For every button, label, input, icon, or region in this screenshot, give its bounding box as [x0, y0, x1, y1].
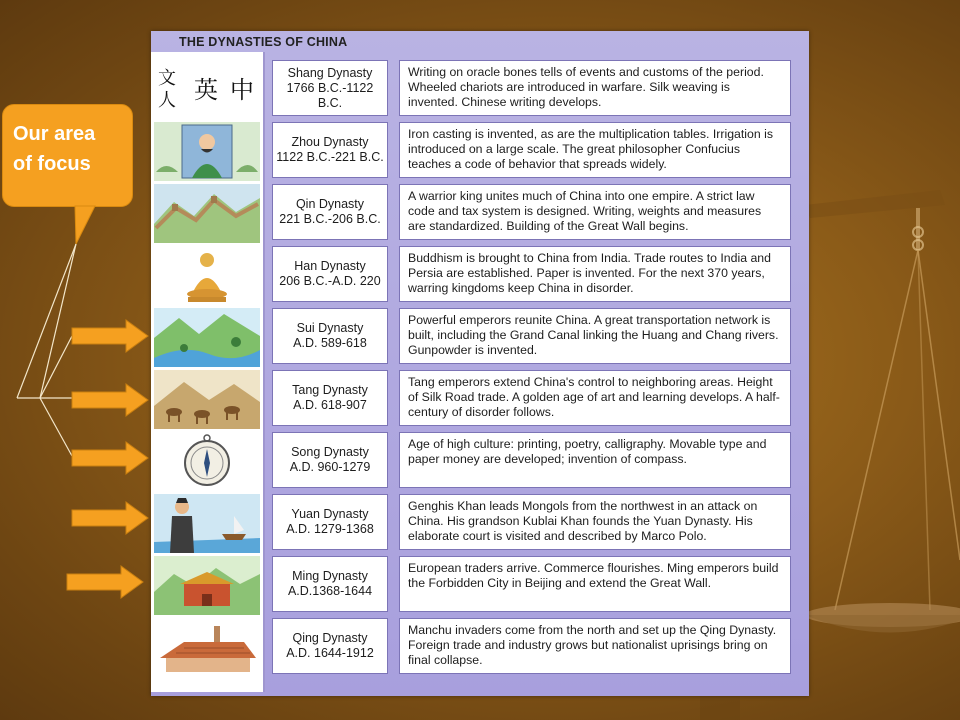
dynasty-name-qing: [272, 618, 388, 674]
great-wall-picture: [154, 184, 260, 243]
dynasty-description-shang: Writing on oracle bones tells of events and customs of the period. Wheeled chariots are introduced in warfare. Silk weaving is invented. Chinese writing develops.: [399, 60, 791, 116]
dynasty-name: Qin Dynasty: [295, 197, 365, 211]
dynasty-dates: A.D. 589-618: [293, 336, 367, 350]
callout-connector-lines: [0, 0, 160, 720]
dynasty-description-tang: Tang emperors extend China's control to neighboring areas. Height of Silk Road trade. A golden age of art and learning develops. A half-century of disorder follows.: [399, 370, 791, 426]
dynasty-dates: 1122 B.C.-221 B.C.: [276, 150, 384, 164]
arrow-to-tang: [70, 383, 150, 417]
dynasty-description-qing: Manchu invaders come from the north and set up the Qing Dynasty. Foreign trade and industry grows but nationalist uprisings bring on final collapse.: [399, 618, 791, 674]
character-ying: 英: [194, 76, 218, 104]
dynasties-chart-page: [151, 31, 809, 696]
dynasty-name: Shang Dynasty: [287, 65, 373, 80]
dynasty-name: Song Dynasty: [291, 445, 369, 459]
compass-picture: [154, 432, 260, 491]
philosopher-picture: [154, 122, 260, 181]
arrow-to-sui: [70, 319, 150, 353]
dynasty-dates: 221 B.C.-206 B.C.: [279, 212, 381, 226]
buddha-picture: [154, 246, 260, 305]
dynasty-dates: 1766 B.C.-1122 B.C.: [286, 80, 374, 110]
dynasty-name-song: [272, 432, 388, 488]
grand-canal-picture: [154, 308, 260, 367]
dynasty-description-song: Age of high culture: printing, poetry, calligraphy. Movable type and paper money are developed; invention of compass.: [399, 432, 791, 488]
dynasty-name-sui: [272, 308, 388, 364]
character-ren: 人: [158, 90, 176, 111]
dynasty-description-qin: A warrior king unites much of China into one empire. A strict law code and tax system is designed. Writing, weights and measures are standardized. Building of the Great Wall begins.: [399, 184, 791, 240]
forbidden-city-picture: [154, 556, 260, 615]
callout-line-2: of focus: [13, 153, 91, 175]
dynasty-name-yuan: [272, 494, 388, 550]
dynasty-name: Yuan Dynasty: [291, 507, 369, 521]
dynasty-name-ming: [272, 556, 388, 612]
dynasty-name-tang: [272, 370, 388, 426]
dynasty-description-han: Buddhism is brought to China from India. Trade routes to India and Persia are established. Paper is invented. For the next 370 years, warring kingdoms keep China in disorder.: [399, 246, 791, 302]
dynasty-name: Han Dynasty: [294, 259, 366, 273]
palace-roofs-picture: [154, 618, 260, 677]
character-wen: 文: [158, 68, 176, 89]
dynasty-description-zhou: Iron casting is invented, as are the multiplication tables. Irrigation is introduced on a large scale. The great philosopher Confucius teaches a code of behavior that spreads widely.: [399, 122, 791, 178]
dynasty-name-qin: [272, 184, 388, 240]
dynasty-description-yuan: Genghis Khan leads Mongols from the northwest in an attack on China. His grandson Kublai Khan founds the Yuan Dynasty. His elaborate court is visited and described by Marco Polo.: [399, 494, 791, 550]
dynasty-dates: A.D.1368-1644: [287, 584, 373, 598]
dynasty-dates: 206 B.C.-A.D. 220: [279, 274, 381, 288]
dynasty-name: Tang Dynasty: [292, 383, 368, 397]
page-title: THE DYNASTIES OF CHINA: [179, 35, 348, 49]
marco-polo-picture: [154, 494, 260, 553]
dynasty-name: Ming Dynasty: [292, 569, 368, 583]
callout-line-1: Our area: [13, 123, 96, 145]
arrow-to-yuan: [70, 501, 150, 535]
dynasty-name: Zhou Dynasty: [291, 135, 369, 149]
character-zhong: 中: [230, 76, 254, 104]
dynasty-name: Qing Dynasty: [292, 631, 368, 645]
dynasty-name-zhou: [272, 122, 388, 178]
dynasty-description-sui: Powerful emperors reunite China. A great transportation network is built, including the Grand Canal linking the Huang and Chang rivers. Gunpowder is invented.: [399, 308, 791, 364]
dynasty-dates: A.D. 618-907: [293, 398, 367, 412]
dynasty-dates: A.D. 960-1279: [289, 460, 371, 474]
dynasty-name: Sui Dynasty: [296, 321, 364, 335]
characters-picture: [154, 60, 260, 119]
dynasty-description-ming: European traders arrive. Commerce flourishes. Ming emperors build the Forbidden City in Beijing and extend the Great Wall.: [399, 556, 791, 612]
dynasty-dates: A.D. 1644-1912: [286, 646, 374, 660]
dynasty-name-shang: [272, 60, 388, 116]
dynasty-name-han: [272, 246, 388, 302]
arrow-to-ming: [65, 565, 145, 599]
arrow-to-song: [70, 441, 150, 475]
silk-road-picture: [154, 370, 260, 429]
dynasty-dates: A.D. 1279-1368: [286, 522, 374, 536]
